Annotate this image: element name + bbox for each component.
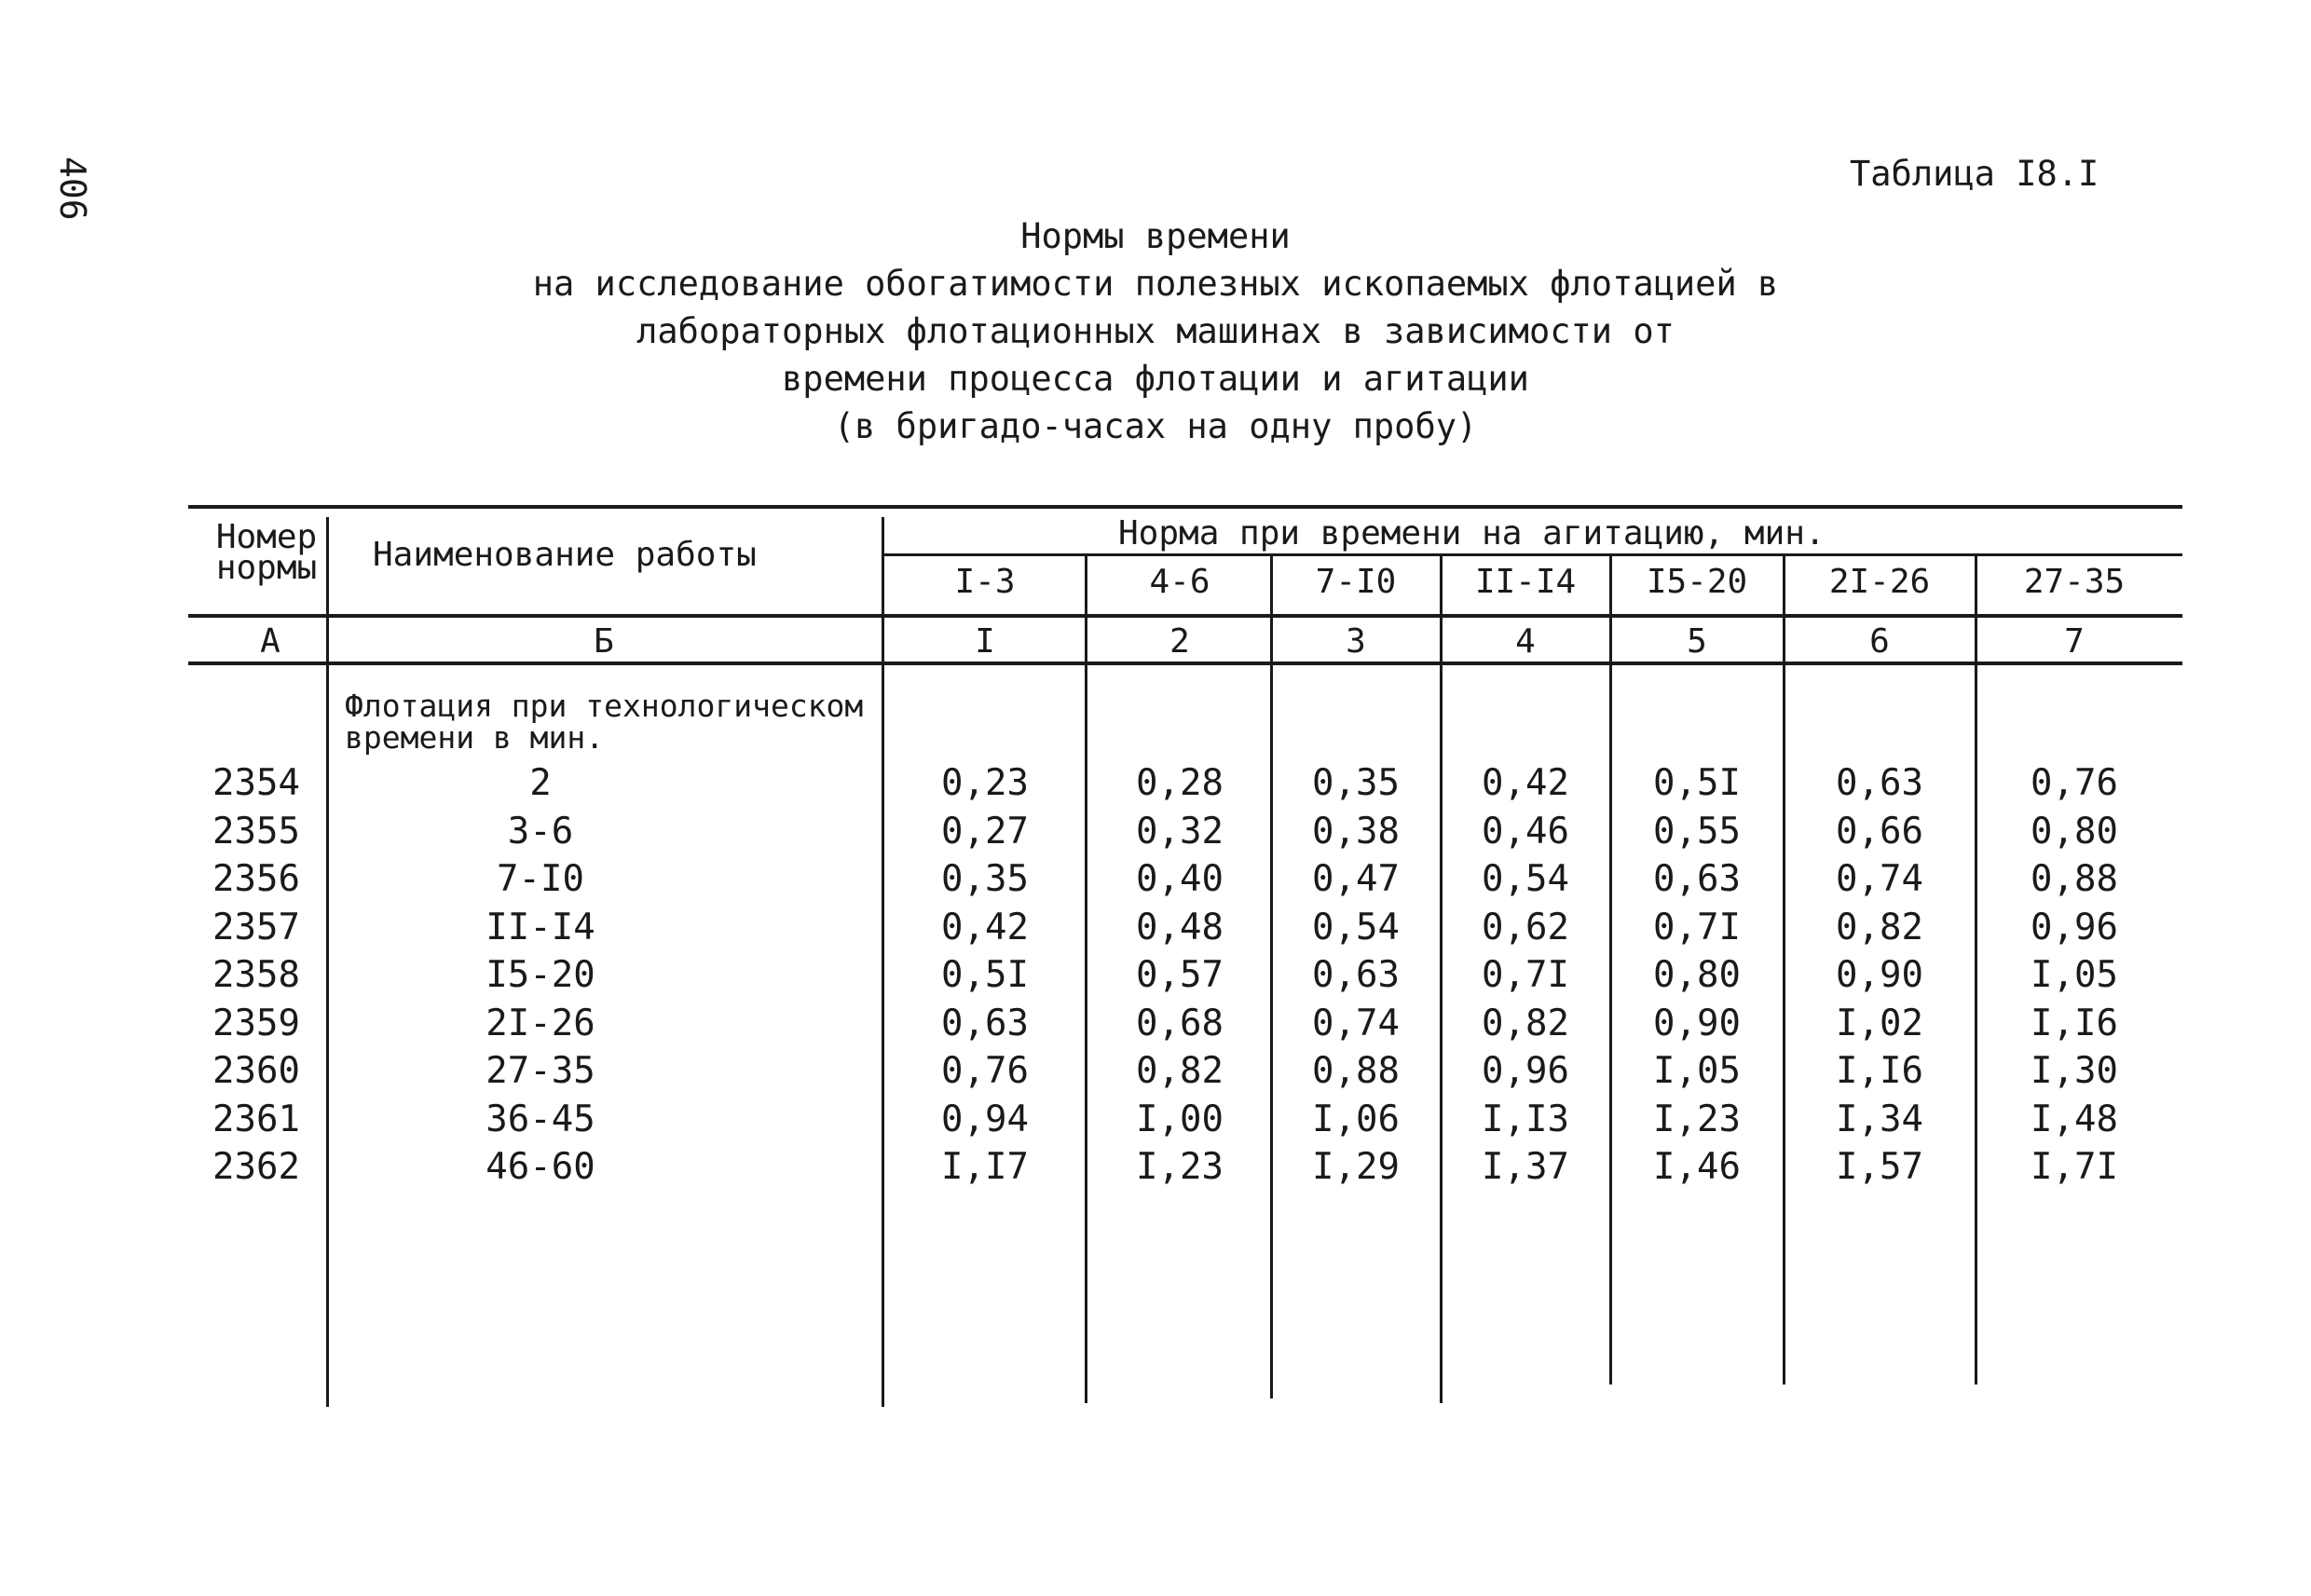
norm-number-cell: 2354 <box>212 762 300 804</box>
norm-value-cell: 0,35 <box>1312 762 1400 804</box>
header-bottom-rule <box>188 614 2182 618</box>
norm-value-cell: I,05 <box>2031 954 2118 996</box>
title-line: (в бригадо-часах на одну пробу) <box>833 406 1478 446</box>
norm-value-cell: 0,32 <box>1136 811 1224 853</box>
norm-value-cell: 0,76 <box>2031 762 2118 804</box>
norm-value-cell: 0,48 <box>1136 907 1224 948</box>
column-rule <box>1440 555 1443 1403</box>
column-rule <box>1085 555 1087 1403</box>
norm-value-cell: I,48 <box>2031 1098 2118 1140</box>
norm-value-cell: 0,47 <box>1312 858 1400 900</box>
norm-value-cell: 0,68 <box>1136 1003 1224 1044</box>
flotation-time-cell: I5-20 <box>485 954 595 996</box>
norm-value-cell: 0,5I <box>1653 762 1741 804</box>
norm-value-cell: I,I3 <box>1482 1098 1569 1140</box>
flotation-time-cell: 36-45 <box>485 1098 595 1140</box>
flotation-time-cell: 2 <box>529 762 552 804</box>
flotation-time-cell: 46-60 <box>485 1146 595 1188</box>
column-rule <box>1609 555 1612 1385</box>
index-row-rule <box>188 662 2182 665</box>
norm-number-cell: 2355 <box>212 811 300 853</box>
norm-value-cell: 0,88 <box>2031 858 2118 900</box>
column-rule <box>326 517 329 1407</box>
norm-value-cell: 0,90 <box>1653 1003 1741 1044</box>
header-range-cell: 27-35 <box>2023 563 2126 601</box>
norm-value-cell: 0,63 <box>1312 954 1400 996</box>
norm-value-cell: I,23 <box>1653 1098 1741 1140</box>
index-cell: 5 <box>1687 622 1707 661</box>
norm-value-cell: 0,46 <box>1482 811 1569 853</box>
norm-value-cell: 0,63 <box>941 1003 1029 1044</box>
title-line: лабораторных флотационных машинах в зависимости от <box>636 311 1675 351</box>
norm-value-cell: 0,96 <box>2031 907 2118 948</box>
norm-value-cell: 0,54 <box>1482 858 1569 900</box>
norm-value-cell: 0,80 <box>1653 954 1741 996</box>
table-top-rule <box>188 505 2182 509</box>
index-cell: 7 <box>2064 622 2085 661</box>
norm-number-cell: 2362 <box>212 1146 300 1188</box>
norm-value-cell: 0,5I <box>941 954 1029 996</box>
norm-value-cell: 0,82 <box>1136 1050 1224 1092</box>
index-cell: Б <box>594 622 614 661</box>
page-number: 406 <box>52 157 93 221</box>
norm-value-cell: 0,94 <box>941 1098 1029 1140</box>
norm-value-cell: 0,35 <box>941 858 1029 900</box>
header-norm-number: Номер <box>215 518 318 556</box>
norm-value-cell: I,37 <box>1482 1146 1569 1188</box>
norm-number-cell: 2360 <box>212 1050 300 1092</box>
norm-number-cell: 2359 <box>212 1003 300 1044</box>
header-norm-number: нормы <box>215 549 318 587</box>
norm-value-cell: 0,55 <box>1653 811 1741 853</box>
section-title: времени в мин. <box>345 719 605 756</box>
title-line: на исследование обогатимости полезных ископаемых флотацией в <box>532 264 1779 304</box>
title-line: времени процесса флотации и агитации <box>782 359 1529 399</box>
norm-value-cell: I,I7 <box>941 1146 1029 1188</box>
norm-value-cell: I,06 <box>1312 1098 1400 1140</box>
column-rule <box>1270 555 1273 1398</box>
index-cell: I <box>975 622 995 661</box>
index-cell: А <box>260 622 280 661</box>
norm-value-cell: I,34 <box>1836 1098 1923 1140</box>
norm-value-cell: 0,7I <box>1653 907 1741 948</box>
norm-value-cell: I,29 <box>1312 1146 1400 1188</box>
column-rule <box>1783 555 1785 1385</box>
table-label: Таблица I8.I <box>1850 154 2099 194</box>
norm-value-cell: 0,7I <box>1482 954 1569 996</box>
norm-value-cell: 0,74 <box>1312 1003 1400 1044</box>
header-range-cell: 4-6 <box>1149 563 1210 601</box>
index-cell: 2 <box>1169 622 1190 661</box>
norm-value-cell: 0,40 <box>1136 858 1224 900</box>
norm-value-cell: 0,90 <box>1836 954 1923 996</box>
norm-value-cell: 0,62 <box>1482 907 1569 948</box>
norm-value-cell: I,I6 <box>2031 1003 2118 1044</box>
norm-value-cell: 0,57 <box>1136 954 1224 996</box>
norm-value-cell: I,I6 <box>1836 1050 1923 1092</box>
norm-value-cell: 0,28 <box>1136 762 1224 804</box>
index-cell: 4 <box>1515 622 1536 661</box>
index-cell: 6 <box>1869 622 1890 661</box>
norm-value-cell: 0,96 <box>1482 1050 1569 1092</box>
header-range-cell: 7-I0 <box>1315 563 1397 601</box>
norm-value-cell: 0,63 <box>1653 858 1741 900</box>
norm-value-cell: I,57 <box>1836 1146 1923 1188</box>
title-heading: Нормы времени <box>1020 216 1291 256</box>
norm-number-cell: 2356 <box>212 858 300 900</box>
norm-number-cell: 2357 <box>212 907 300 948</box>
table-title <box>0 212 2311 450</box>
norm-value-cell: 0,66 <box>1836 811 1923 853</box>
norm-value-cell: 0,80 <box>2031 811 2118 853</box>
norm-value-cell: 0,27 <box>941 811 1029 853</box>
header-work-name: Наименование работы <box>373 536 757 574</box>
flotation-time-cell: 2I-26 <box>485 1003 595 1044</box>
flotation-time-cell: 27-35 <box>485 1050 595 1092</box>
header-range-cell: 2I-26 <box>1828 563 1931 601</box>
norm-value-cell: 0,76 <box>941 1050 1029 1092</box>
norm-value-cell: 0,82 <box>1482 1003 1569 1044</box>
header-group-title: Норма при времени на агитацию, мин. <box>1118 514 1826 552</box>
column-rule <box>882 517 884 1407</box>
group-header-rule <box>883 553 2182 556</box>
norm-value-cell: 0,88 <box>1312 1050 1400 1092</box>
header-range-cell: I-3 <box>954 563 1016 601</box>
norm-number-cell: 2358 <box>212 954 300 996</box>
norm-value-cell: 0,42 <box>941 907 1029 948</box>
norm-value-cell: 0,63 <box>1836 762 1923 804</box>
norm-number-cell: 2361 <box>212 1098 300 1140</box>
norm-value-cell: I,00 <box>1136 1098 1224 1140</box>
norm-value-cell: 0,82 <box>1836 907 1923 948</box>
header-range-cell: II-I4 <box>1474 563 1577 601</box>
column-rule <box>1975 555 1977 1385</box>
norm-value-cell: I,05 <box>1653 1050 1741 1092</box>
index-cell: 3 <box>1346 622 1366 661</box>
norm-value-cell: 0,42 <box>1482 762 1569 804</box>
norm-value-cell: 0,38 <box>1312 811 1400 853</box>
norm-value-cell: 0,54 <box>1312 907 1400 948</box>
norm-value-cell: I,46 <box>1653 1146 1741 1188</box>
norm-value-cell: I,02 <box>1836 1003 1923 1044</box>
norm-value-cell: I,30 <box>2031 1050 2118 1092</box>
header-range-cell: I5-20 <box>1646 563 1748 601</box>
norm-value-cell: I,23 <box>1136 1146 1224 1188</box>
flotation-time-cell: II-I4 <box>485 907 595 948</box>
flotation-time-cell: 7-I0 <box>497 858 584 900</box>
norm-value-cell: 0,74 <box>1836 858 1923 900</box>
norm-value-cell: 0,23 <box>941 762 1029 804</box>
section-title: Флотация при технологическом <box>345 688 864 724</box>
norm-value-cell: I,7I <box>2031 1146 2118 1188</box>
flotation-time-cell: 3-6 <box>507 811 574 853</box>
